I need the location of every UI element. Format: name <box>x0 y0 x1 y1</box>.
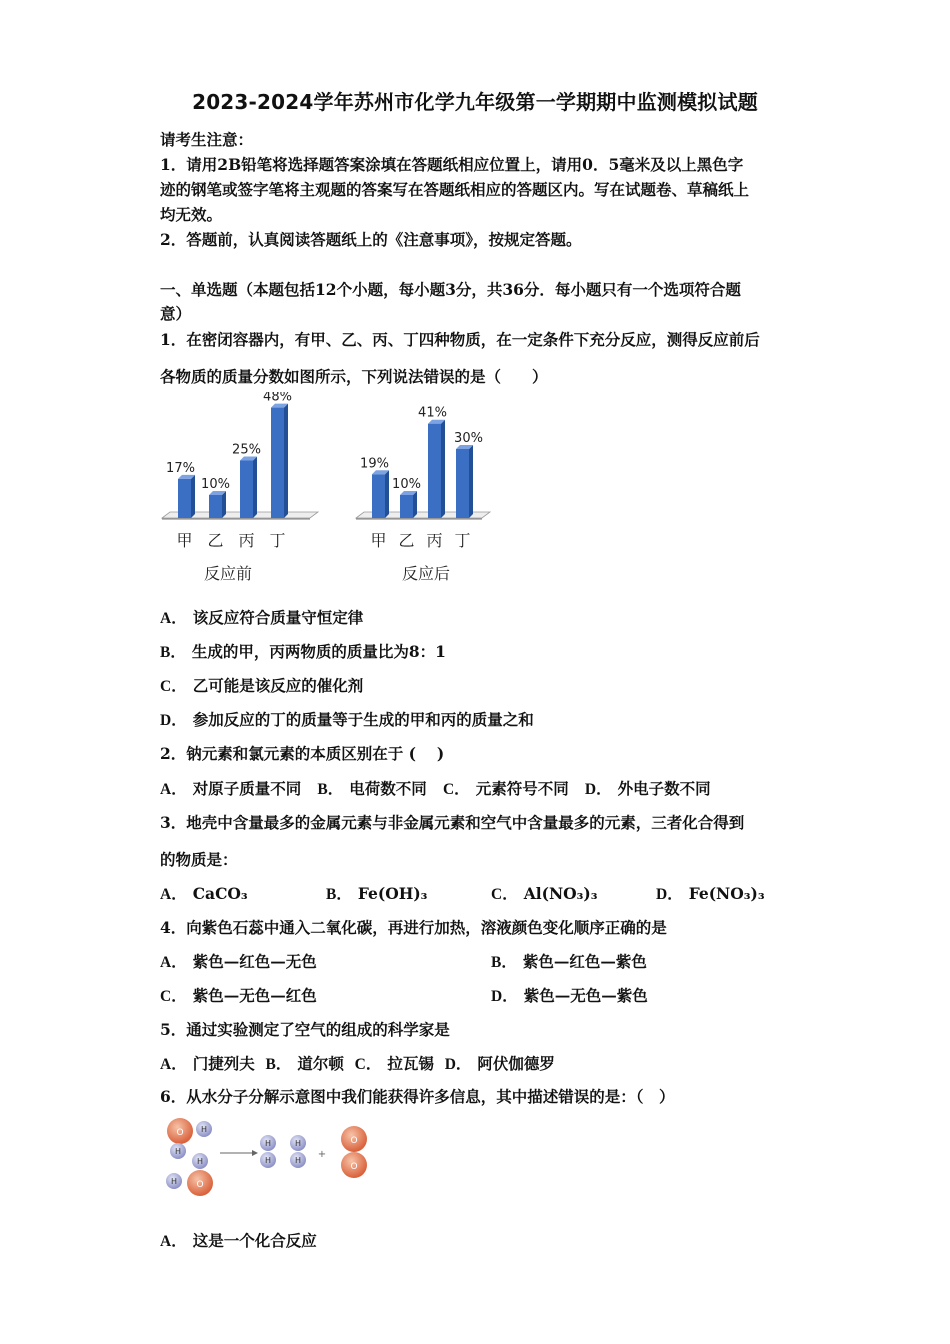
category-label: 甲 <box>370 531 387 550</box>
q2-options: A． 对原子质量不同 B． 电荷数不同 C． 元素符号不同 D． 外电子数不同 <box>160 779 711 798</box>
category-label: 丁 <box>454 531 471 550</box>
bar-side <box>413 491 417 518</box>
plus-sign: + <box>317 1149 327 1160</box>
category-label: 丙 <box>238 531 255 550</box>
svg-text:H: H <box>294 1156 302 1165</box>
notice-heading: 请考生注意： <box>160 130 254 149</box>
svg-text:H: H <box>294 1139 302 1148</box>
q5-options: A． 门捷列夫 B． 道尔顿 C． 拉瓦锡 D． 阿伏伽德罗 <box>160 1054 555 1073</box>
q1-option-a: A． 该反应符合质量守恒定律 <box>160 608 364 627</box>
chart-title: 反应前 <box>203 564 253 583</box>
bar-chart-after <box>352 392 502 592</box>
bar <box>428 424 441 518</box>
bar-value-label: 10% <box>392 477 421 492</box>
q3-option-d: D． Fe(NO₃)₃ <box>656 884 765 903</box>
q4-option-a: A． 紫色—红色—无色 <box>160 952 317 971</box>
bar-side <box>222 491 226 518</box>
bar-side <box>284 404 288 518</box>
chart-title: 反应后 <box>401 564 451 583</box>
q6-option-a: A． 这是一个化合反应 <box>160 1231 317 1250</box>
category-label: 丁 <box>269 531 286 550</box>
bar-value-label: 41% <box>418 405 447 421</box>
bar <box>456 449 469 518</box>
svg-text:O: O <box>350 1162 358 1172</box>
bar-chart-before <box>158 392 328 592</box>
q3-option-c: C． Al(NO₃)₃ <box>491 884 598 903</box>
bar-value-label: 17% <box>166 460 195 476</box>
category-label: 甲 <box>176 531 193 550</box>
category-label: 乙 <box>398 531 415 550</box>
bar-value-label: 10% <box>201 477 230 492</box>
q3-option-b: B． Fe(OH)₃ <box>326 884 428 903</box>
bar-side <box>253 457 257 519</box>
q1-option-b: B． 生成的甲，丙两物质的质量比为8：1 <box>160 642 446 661</box>
section-heading-2: 意） <box>160 304 192 323</box>
q6-stem: 6．从水分子分解示意图中我们能获得许多信息，其中描述错误的是：（ ） <box>160 1087 675 1106</box>
svg-text:O: O <box>176 1128 184 1138</box>
q2-stem: 2．钠元素和氯元素的本质区别在于 ( ) <box>160 744 445 763</box>
q3-option-a: A． CaCO₃ <box>160 884 248 903</box>
water-decomposition-diagram <box>158 1115 378 1205</box>
page-title: 2023-2024学年苏州市化学九年级第一学期期中监测模拟试题 <box>192 90 758 114</box>
q1-stem-2: 各物质的质量分数如图所示，下列说法错误的是（ ） <box>160 367 548 386</box>
bar <box>178 479 191 518</box>
bar-value-label: 30% <box>454 431 483 446</box>
arrow-head-icon <box>252 1150 258 1156</box>
svg-text:H: H <box>196 1157 204 1166</box>
notice-line-4: 2．答题前，认真阅读答题纸上的《注意事项》，按规定答题。 <box>160 230 582 249</box>
q4-option-d: D． 紫色—无色—紫色 <box>491 986 648 1005</box>
q5-stem: 5．通过实验测定了空气的组成的科学家是 <box>160 1020 450 1039</box>
category-label: 丙 <box>426 531 443 550</box>
section-heading-1: 一、单选题（本题包括12个小题，每小题3分，共36分．每小题只有一个选项符合题 <box>160 280 741 299</box>
bar <box>240 461 253 519</box>
notice-line-3: 均无效。 <box>160 205 223 224</box>
q3-stem-1: 3．地壳中含量最多的金属元素与非金属元素和空气中含量最多的元素，三者化合得到 <box>160 813 745 832</box>
q1-stem-1: 1．在密闭容器内，有甲、乙、丙、丁四种物质，在一定条件下充分反应，测得反应前后 <box>160 330 760 349</box>
q1-option-c: C． 乙可能是该反应的催化剂 <box>160 676 364 695</box>
svg-text:O: O <box>350 1136 358 1146</box>
bar <box>400 495 413 518</box>
svg-text:O: O <box>196 1180 204 1190</box>
bar <box>209 495 222 518</box>
bar-side <box>191 475 195 518</box>
q1-option-d: D． 参加反应的丁的质量等于生成的甲和丙的质量之和 <box>160 710 534 729</box>
notice-line-1: 1．请用2B铅笔将选择题答案涂填在答题纸相应位置上，请用0．5毫米及以上黑色字 <box>160 155 744 174</box>
bar <box>372 474 385 518</box>
bar <box>271 408 284 518</box>
svg-text:H: H <box>174 1147 182 1156</box>
category-label: 乙 <box>207 531 224 550</box>
q3-stem-2: 的物质是： <box>160 850 238 869</box>
svg-text:H: H <box>200 1125 208 1134</box>
bar-value-label: 19% <box>360 456 389 472</box>
svg-text:H: H <box>264 1156 272 1165</box>
bar-side <box>385 470 389 518</box>
q4-stem: 4．向紫色石蕊中通入二氧化碳，再进行加热，溶液颜色变化顺序正确的是 <box>160 918 667 937</box>
svg-text:H: H <box>264 1139 272 1148</box>
q4-option-b: B． 紫色—红色—紫色 <box>491 952 647 971</box>
notice-line-2: 迹的钢笔或签字笔将主观题的答案写在答题纸相应的答题区内。写在试题卷、草稿纸上 <box>160 180 750 199</box>
bar-value-label: 25% <box>232 442 261 458</box>
bar-side <box>469 445 473 518</box>
q4-option-c: C． 紫色—无色—红色 <box>160 986 317 1005</box>
bar-side <box>441 420 445 518</box>
bar-value-label: 48% <box>263 392 292 405</box>
svg-text:H: H <box>170 1177 178 1186</box>
